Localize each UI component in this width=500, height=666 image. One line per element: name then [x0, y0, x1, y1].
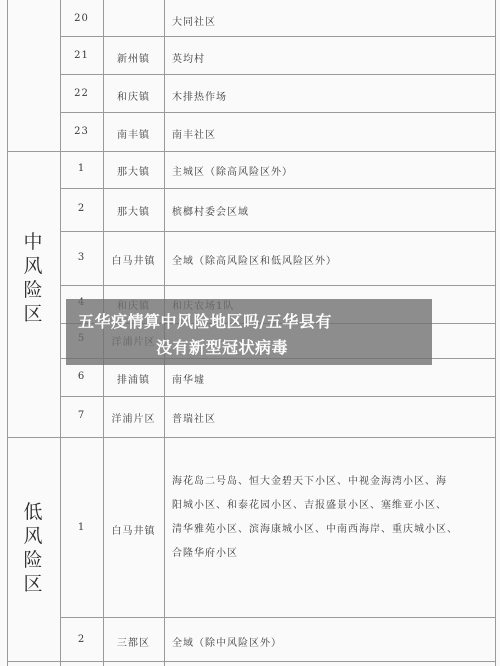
row-number: 2 [77, 203, 86, 214]
row-number: 6 [77, 371, 86, 382]
row-place-multiline: 海花岛二号岛、恒大金碧天下小区、中视金海湾小区、海 阳城小区、和泰花园小区、吉报盛景小区、塞维亚小区、 清华雅苑小区、滨海康城小区、中南西海岸、重庆城小区、 合隆华府小区 [172, 476, 458, 559]
row-divider [60, 188, 495, 189]
section-divider [7, 437, 495, 438]
row-place: 槟榔村委会区域 [172, 207, 249, 218]
row-divider [60, 74, 495, 75]
row-town: 新州镇 [117, 54, 150, 65]
row-place: 全域（除高风险区和低风险区外） [172, 256, 337, 267]
row-place: 南华墟 [172, 375, 205, 386]
row-place: 英均村 [172, 54, 205, 65]
row-place: 主城区（除高风险区外） [172, 167, 293, 178]
row-town: 那大镇 [117, 167, 150, 178]
row-number: 7 [77, 410, 86, 421]
low-risk-zone-label: 低 风 险 区 [23, 501, 43, 595]
headline-line-1: 五华疫情算中风险地区吗/五华县有 [78, 312, 332, 331]
table-border-left [7, 0, 8, 666]
table-border-bottom [7, 661, 495, 662]
row-town: 排浦镇 [117, 375, 150, 386]
section-divider [7, 151, 495, 152]
row-number: 20 [74, 13, 89, 24]
row-town: 白马井镇 [111, 526, 156, 537]
row-town: 那大镇 [117, 207, 150, 218]
row-town: 和庆镇 [117, 92, 150, 103]
row-place: 普瑞社区 [172, 414, 216, 425]
row-number: 23 [74, 126, 89, 137]
row-number: 1 [77, 522, 86, 533]
row-number: 21 [74, 50, 89, 61]
row-number: 3 [77, 252, 86, 263]
row-town: 洋浦片区 [111, 414, 156, 425]
row-place: 全域（除中风险区外） [172, 638, 282, 649]
row-town: 三都区 [117, 638, 150, 649]
row-number: 2 [77, 634, 86, 645]
row-town: 南丰镇 [117, 130, 150, 141]
row-place: 大同社区 [172, 17, 216, 28]
headline-line-2: 没有新型冠状病毒 [156, 338, 289, 357]
row-divider [60, 231, 495, 232]
row-divider [60, 396, 495, 397]
medium-risk-zone-label: 中 风 险 区 [23, 231, 43, 325]
row-number: 22 [74, 88, 89, 99]
headline-banner[interactable] [66, 299, 432, 365]
row-divider [60, 285, 495, 286]
row-place: 木排热作场 [172, 92, 227, 103]
row-town: 白马井镇 [111, 256, 156, 267]
row-divider [60, 617, 495, 618]
row-place: 南丰社区 [172, 130, 216, 141]
table-border-right [495, 0, 496, 666]
row-divider [60, 112, 495, 113]
row-divider [60, 36, 495, 37]
row-number: 1 [77, 163, 86, 174]
